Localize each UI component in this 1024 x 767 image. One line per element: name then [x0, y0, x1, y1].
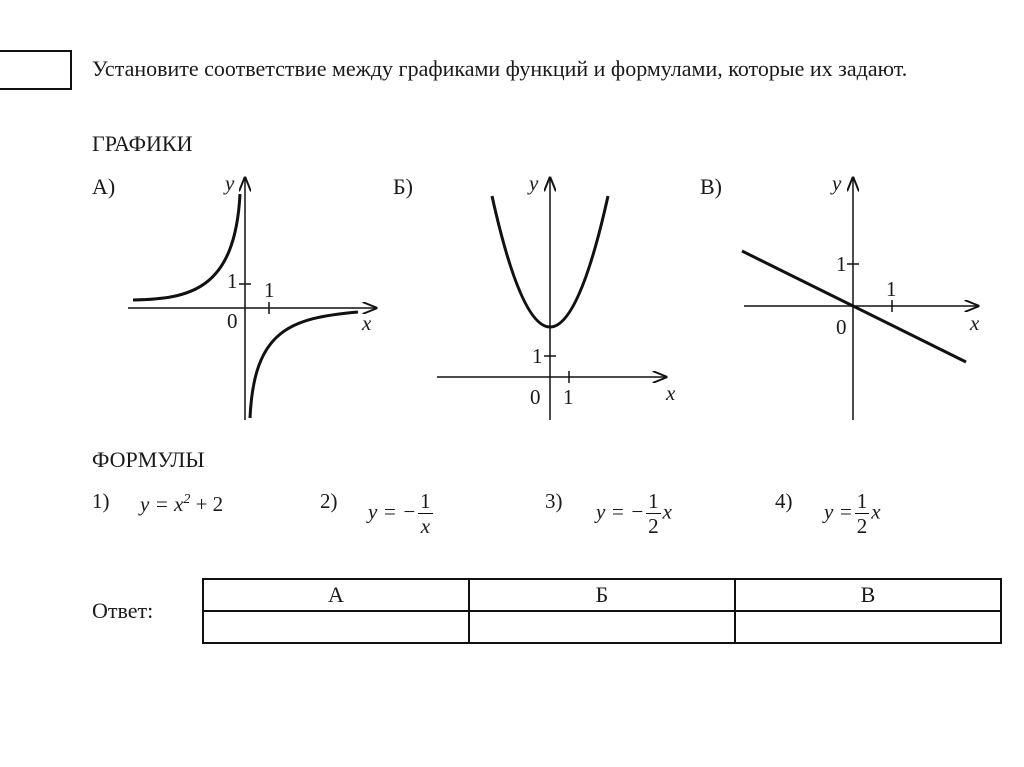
formula-4-numerator: 1 — [856, 489, 868, 513]
answer-cell-v[interactable] — [735, 611, 1001, 643]
graph-a-origin: 0 — [227, 309, 238, 333]
graph-b-x-label: x — [666, 381, 676, 405]
formula-3 — [596, 489, 672, 538]
formula-3-denominator: 2 — [648, 514, 659, 538]
graph-v-tick-y-label: 1 — [836, 252, 847, 276]
graph-b-y-label: y — [529, 171, 539, 195]
answer-table — [202, 578, 1002, 644]
answer-header-v: В — [735, 579, 1001, 611]
formula-2-lhs: y = − — [368, 499, 417, 524]
graph-v — [742, 171, 980, 420]
graph-a-curve-left — [133, 194, 240, 300]
graph-a-tick-y-label: 1 — [227, 269, 238, 293]
formula-2-numerator: 1 — [420, 489, 431, 513]
graph-b — [437, 171, 676, 420]
graph-v-label: В) — [700, 174, 722, 199]
graph-b-origin: 0 — [530, 385, 541, 409]
graph-b-tick-x-label: 1 — [563, 385, 574, 409]
formula-2 — [368, 489, 435, 538]
formula-1-rhs: + 2 — [190, 492, 224, 516]
graph-a-y-label: y — [225, 171, 235, 195]
graph-v-y-label: y — [832, 171, 842, 195]
formula-2-number: 2) — [320, 489, 338, 513]
answer-table-input-row — [203, 611, 1001, 643]
formula-3-rhs: x — [662, 499, 672, 524]
formula-1-exponent: 2 — [183, 492, 191, 507]
graph-a-curve-right — [250, 312, 358, 418]
graph-v-x-label: x — [970, 311, 980, 335]
formula-1-lhs: y = x — [140, 492, 184, 516]
task-statement: Установите соответствие между графиками функций и формулами, которые их задают. — [92, 56, 908, 81]
graphs-heading: ГРАФИКИ — [92, 131, 193, 156]
formula-1 — [140, 492, 223, 517]
formulas-heading: ФОРМУЛЫ — [92, 447, 205, 472]
answer-header-a: А — [203, 579, 469, 611]
formula-2-denominator: x — [420, 514, 431, 538]
formula-3-lhs: y = − — [596, 499, 645, 524]
formula-4-rhs: x — [871, 499, 881, 524]
graph-a-label: А) — [92, 174, 116, 199]
formula-4 — [824, 489, 881, 538]
graph-v-origin: 0 — [836, 315, 847, 339]
formula-4-number: 4) — [775, 489, 793, 513]
answer-table-header-row — [203, 579, 1001, 611]
answer-label: Ответ: — [92, 598, 154, 623]
answer-header-b: Б — [469, 579, 735, 611]
graph-a-tick-x-label: 1 — [264, 278, 275, 302]
graph-a-x-label: x — [362, 311, 372, 335]
graph-b-label: Б) — [393, 174, 413, 199]
answer-cell-a[interactable] — [203, 611, 469, 643]
formula-3-numerator: 1 — [648, 489, 659, 513]
formula-1-number: 1) — [92, 489, 110, 513]
formula-4-denominator: 2 — [856, 514, 868, 538]
answer-cell-b[interactable] — [469, 611, 735, 643]
formula-4-lhs: y = — [824, 499, 853, 524]
graph-a — [128, 171, 376, 420]
formula-3-number: 3) — [545, 489, 563, 513]
graph-b-tick-y-label: 1 — [532, 344, 543, 368]
graph-v-tick-x-label: 1 — [886, 277, 897, 301]
